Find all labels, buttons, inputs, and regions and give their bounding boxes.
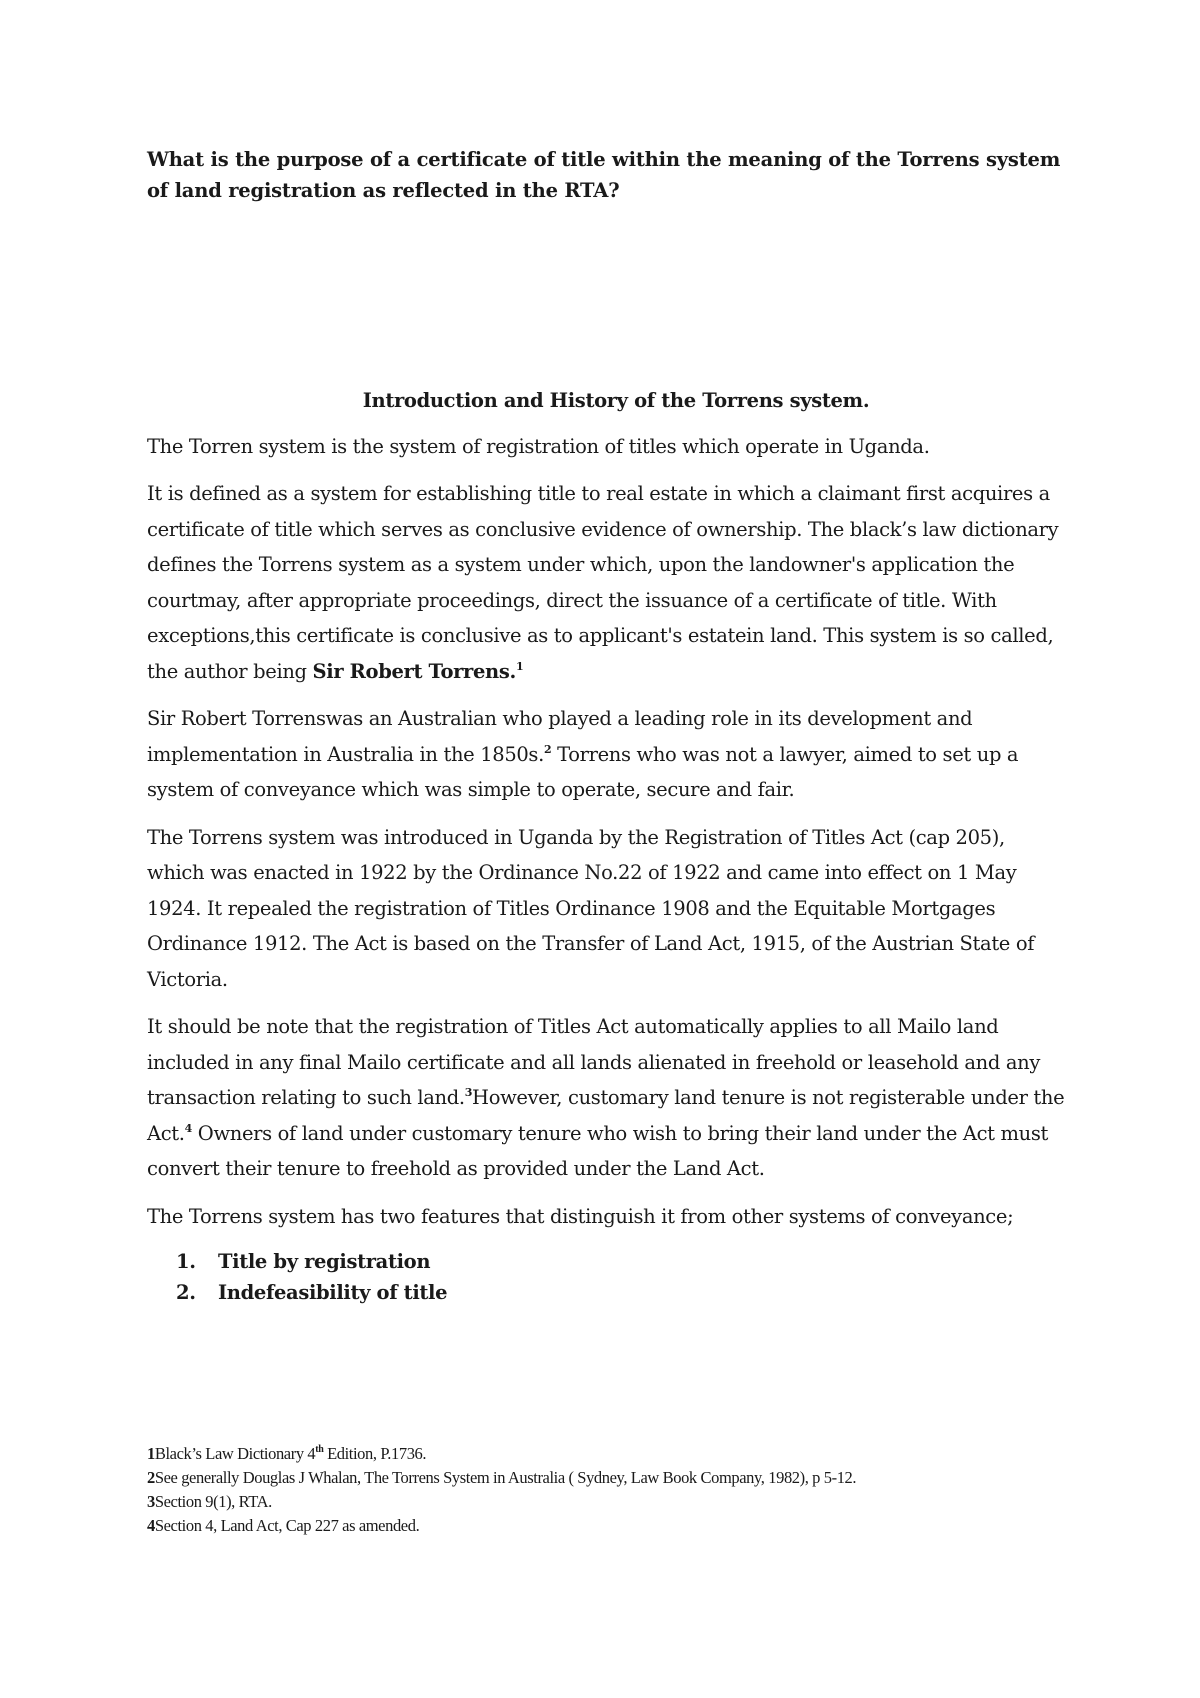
list-item bbox=[147, 1246, 1067, 1277]
footnote-ref-1[interactable]: 1 bbox=[515, 659, 524, 673]
footnote-text: See generally Douglas J Whalan, The Torrens System in Australia ( Sydney, Law Book Company, 1982), p 5-12. bbox=[154, 1468, 857, 1487]
footnote-text: Edition, P.1736. bbox=[323, 1444, 427, 1463]
footnote-number: 1 bbox=[147, 1444, 155, 1463]
footnote-text: Section 9(1), RTA. bbox=[154, 1492, 272, 1511]
footnote-3 bbox=[147, 1490, 1067, 1514]
footnote-superscript: th bbox=[315, 1444, 324, 1455]
footnote-number: 4 bbox=[147, 1516, 155, 1535]
paragraph-1: The Torren system is the system of registration of titles which operate in Uganda. bbox=[147, 434, 930, 458]
features-list bbox=[147, 1246, 1067, 1308]
footnote-4 bbox=[147, 1514, 1067, 1538]
paragraph-2-text: It is defined as a system for establishing title to real estate in which a claimant first acquires a certificate of title which serves as conclusive evidence of ownership. The black’s law dictionary defines the Torrens system as a system under which, upon the landowner's application the courtmay, after appropriate proceedings, direct the issuance of a certificate of title. With exceptions,this certificate is conclusive as to applicant's estatein land. This system is so called, the author being bbox=[147, 482, 1059, 683]
document-body bbox=[147, 383, 1067, 1308]
footnote-number: 2 bbox=[147, 1468, 155, 1487]
list-label: Title by registration bbox=[218, 1250, 431, 1273]
author-name: Sir Robert Torrens. bbox=[312, 659, 516, 683]
paragraph-6: The Torrens system has two features that distinguish it from other systems of conveyance; bbox=[147, 1204, 1014, 1228]
footnotes bbox=[147, 1442, 1067, 1538]
paragraph-5-text-a: It should be note that the registration of Titles Act automatically applies to all Mailo land included in any final Mailo certificate and all lands alienated in freehold or leasehold and any transaction relating to such land. bbox=[147, 1015, 1040, 1109]
paragraph-5-text-c: Owners of land under customary tenure who wish to bring their land under the Act must convert their tenure to freehold as provided under the Land Act. bbox=[147, 1121, 1048, 1180]
paragraph-3 bbox=[147, 701, 1067, 808]
list-number: 1. bbox=[176, 1250, 196, 1273]
paragraph-3-text-b: Torrens who was not a lawyer, aimed to set up a system of conveyance which was simple to operate, secure and fair. bbox=[147, 742, 1019, 801]
paragraph-5-text-b: However, customary land tenure is not registerable under the Act. bbox=[147, 1086, 1065, 1145]
list-item bbox=[147, 1277, 1067, 1308]
footnote-2 bbox=[147, 1466, 1067, 1490]
footnote-ref-3[interactable]: 3 bbox=[464, 1086, 473, 1099]
footnote-1 bbox=[147, 1442, 1067, 1466]
footnote-text: Section 4, Land Act, Cap 227 as amended. bbox=[154, 1516, 420, 1535]
paragraph-4: The Torrens system was introduced in Uganda by the Registration of Titles Act (cap 205), which was enacted in 1922 by the Ordinance No.22 of 1922 and came into effect on 1 May 1924. It repealed the registration of Titles Ordinance 1908 and the Equitable Mortgages Ordinance 1912. The Act is based on the Transfer of Land Act, 1915, of the Austrian State of Victoria. bbox=[147, 825, 1035, 991]
paragraph-3-text-a: Sir Robert Torrenswas an Australian who played a leading role in its development and implementation in Australia in the 1850s. bbox=[147, 707, 973, 766]
question-title: What is the purpose of a certificate of title within the meaning of the Torrens system of land registration as reflected in the RTA? bbox=[147, 148, 1061, 202]
paragraph-2 bbox=[147, 476, 1067, 689]
footnote-ref-4[interactable]: 4 bbox=[184, 1121, 192, 1135]
footnote-ref-2[interactable]: 2 bbox=[543, 742, 552, 756]
footnote-text: Black’s Law Dictionary 4 bbox=[154, 1444, 316, 1463]
list-number: 2. bbox=[176, 1281, 196, 1304]
list-label: Indefeasibility of title bbox=[218, 1281, 448, 1304]
paragraph-5 bbox=[147, 1009, 1067, 1187]
section-heading: Introduction and History of the Torrens system. bbox=[362, 389, 870, 412]
footnote-number: 3 bbox=[147, 1492, 155, 1511]
